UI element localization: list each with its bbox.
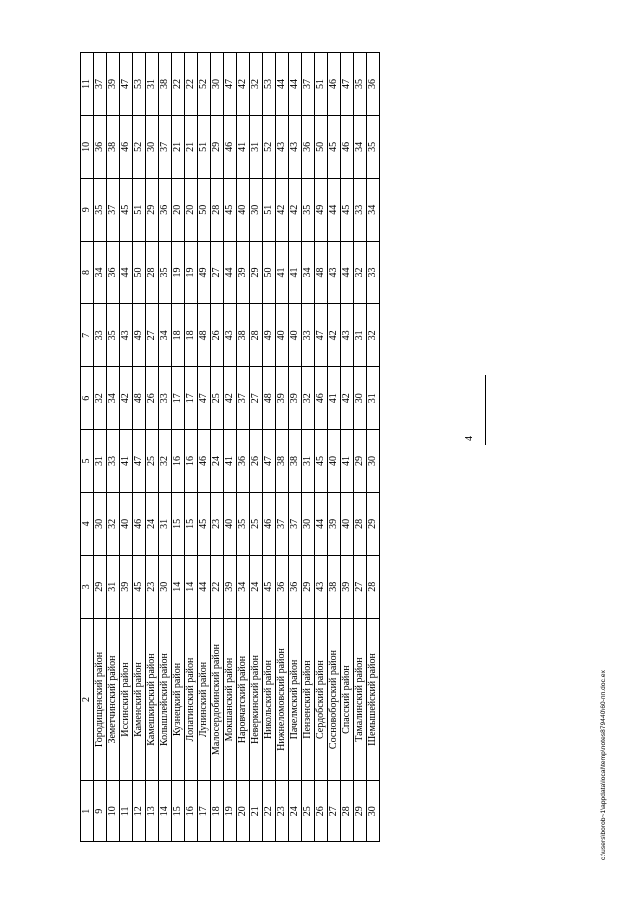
footnote-divider <box>485 375 486 445</box>
row-number-cell: 22 <box>263 781 276 842</box>
value-cell: 27 <box>354 555 367 618</box>
row-number-cell: 16 <box>185 781 198 842</box>
value-cell: 40 <box>237 178 250 241</box>
value-cell: 42 <box>289 178 302 241</box>
value-cell: 24 <box>250 555 263 618</box>
value-cell: 41 <box>224 430 237 493</box>
value-cell: 52 <box>133 115 146 178</box>
value-cell: 27 <box>146 304 159 367</box>
rotated-page-content <box>80 60 620 860</box>
value-cell: 26 <box>146 367 159 430</box>
value-cell: 34 <box>367 178 380 241</box>
value-cell: 39 <box>224 555 237 618</box>
value-cell: 53 <box>133 53 146 116</box>
value-cell: 44 <box>289 53 302 116</box>
row-number-cell: 20 <box>237 781 250 842</box>
value-cell: 46 <box>263 492 276 555</box>
value-cell: 25 <box>146 430 159 493</box>
table-row <box>341 53 354 842</box>
value-cell: 17 <box>172 367 185 430</box>
value-cell: 42 <box>224 367 237 430</box>
value-cell: 33 <box>107 430 120 493</box>
value-cell: 7 <box>81 304 94 367</box>
value-cell: 39 <box>328 492 341 555</box>
row-number-cell: 1 <box>81 781 94 842</box>
value-cell: 42 <box>341 367 354 430</box>
row-number-cell: 15 <box>172 781 185 842</box>
value-cell: 34 <box>94 241 107 304</box>
value-cell: 28 <box>146 241 159 304</box>
value-cell: 20 <box>172 178 185 241</box>
value-cell: 53 <box>263 53 276 116</box>
value-cell: 38 <box>289 430 302 493</box>
value-cell: 44 <box>198 555 211 618</box>
row-number-cell: 11 <box>120 781 133 842</box>
value-cell: 37 <box>159 115 172 178</box>
value-cell: 36 <box>302 115 315 178</box>
value-cell: 31 <box>107 555 120 618</box>
value-cell: 34 <box>107 367 120 430</box>
value-cell: 34 <box>354 115 367 178</box>
value-cell: 45 <box>198 492 211 555</box>
value-cell: 18 <box>172 304 185 367</box>
value-cell: 25 <box>250 492 263 555</box>
row-number-cell: 23 <box>276 781 289 842</box>
value-cell: 37 <box>237 367 250 430</box>
row-number-cell: 29 <box>354 781 367 842</box>
value-cell: 29 <box>302 555 315 618</box>
value-cell: 32 <box>107 492 120 555</box>
value-cell: 38 <box>276 430 289 493</box>
value-cell: 24 <box>146 492 159 555</box>
district-name-cell: Никольский район <box>263 618 276 781</box>
value-cell: 37 <box>302 53 315 116</box>
value-cell: 50 <box>198 178 211 241</box>
district-name-cell: Лопатинский район <box>185 618 198 781</box>
value-cell: 47 <box>198 367 211 430</box>
value-cell: 29 <box>354 430 367 493</box>
value-cell: 30 <box>367 430 380 493</box>
value-cell: 44 <box>120 241 133 304</box>
district-name-cell: Иссинский район <box>120 618 133 781</box>
table-row <box>367 53 380 842</box>
page-number: 4 <box>464 436 475 441</box>
value-cell: 29 <box>367 492 380 555</box>
value-cell: 24 <box>211 430 224 493</box>
row-number-cell: 14 <box>159 781 172 842</box>
table-row <box>328 53 341 842</box>
value-cell: 39 <box>276 367 289 430</box>
table-header-row <box>81 53 94 842</box>
value-cell: 46 <box>224 115 237 178</box>
value-cell: 26 <box>250 430 263 493</box>
district-name-cell: Спасский район <box>341 618 354 781</box>
value-cell: 21 <box>185 115 198 178</box>
value-cell: 51 <box>133 178 146 241</box>
table-row <box>159 53 172 842</box>
district-name-cell: Сосновоборский район <box>328 618 341 781</box>
value-cell: 47 <box>133 430 146 493</box>
file-path-footer: c:\users\borob~1\appdata\local\temp\notes879440\60-пп.doc.ex <box>600 670 607 860</box>
value-cell: 46 <box>341 115 354 178</box>
district-name-cell: Шемышейский район <box>367 618 380 781</box>
value-cell: 44 <box>341 241 354 304</box>
value-cell: 39 <box>289 367 302 430</box>
value-cell: 51 <box>263 178 276 241</box>
value-cell: 43 <box>276 115 289 178</box>
value-cell: 34 <box>159 304 172 367</box>
value-cell: 50 <box>133 241 146 304</box>
value-cell: 35 <box>159 241 172 304</box>
row-number-cell: 18 <box>211 781 224 842</box>
value-cell: 3 <box>81 555 94 618</box>
value-cell: 39 <box>120 555 133 618</box>
district-name-cell: Наровчатский район <box>237 618 250 781</box>
value-cell: 16 <box>185 430 198 493</box>
district-name-cell: Камешкирский район <box>146 618 159 781</box>
table-row <box>302 53 315 842</box>
value-cell: 41 <box>328 367 341 430</box>
value-cell: 37 <box>289 492 302 555</box>
value-cell: 29 <box>250 241 263 304</box>
value-cell: 36 <box>367 53 380 116</box>
district-name-cell: Пензенский район <box>302 618 315 781</box>
table-body <box>81 53 380 842</box>
table-row <box>94 53 107 842</box>
value-cell: 25 <box>211 367 224 430</box>
value-cell: 33 <box>159 367 172 430</box>
row-number-cell: 21 <box>250 781 263 842</box>
value-cell: 45 <box>263 555 276 618</box>
value-cell: 41 <box>341 430 354 493</box>
value-cell: 50 <box>263 241 276 304</box>
value-cell: 33 <box>94 304 107 367</box>
value-cell: 20 <box>185 178 198 241</box>
value-cell: 32 <box>354 241 367 304</box>
value-cell: 44 <box>276 53 289 116</box>
value-cell: 16 <box>172 430 185 493</box>
table-row <box>172 53 185 842</box>
value-cell: 41 <box>120 430 133 493</box>
table-row <box>237 53 250 842</box>
value-cell: 46 <box>133 492 146 555</box>
value-cell: 46 <box>315 367 328 430</box>
value-cell: 49 <box>198 241 211 304</box>
value-cell: 48 <box>133 367 146 430</box>
value-cell: 30 <box>94 492 107 555</box>
value-cell: 28 <box>354 492 367 555</box>
value-cell: 36 <box>94 115 107 178</box>
value-cell: 28 <box>367 555 380 618</box>
value-cell: 34 <box>302 241 315 304</box>
value-cell: 31 <box>367 367 380 430</box>
value-cell: 43 <box>120 304 133 367</box>
table-row <box>211 53 224 842</box>
value-cell: 32 <box>94 367 107 430</box>
value-cell: 31 <box>159 492 172 555</box>
value-cell: 30 <box>146 115 159 178</box>
value-cell: 44 <box>315 492 328 555</box>
row-number-cell: 12 <box>133 781 146 842</box>
value-cell: 11 <box>81 53 94 116</box>
value-cell: 49 <box>315 178 328 241</box>
value-cell: 44 <box>328 178 341 241</box>
row-number-cell: 9 <box>94 781 107 842</box>
value-cell: 40 <box>224 492 237 555</box>
value-cell: 40 <box>341 492 354 555</box>
value-cell: 37 <box>94 53 107 116</box>
value-cell: 46 <box>328 53 341 116</box>
value-cell: 38 <box>328 555 341 618</box>
value-cell: 40 <box>289 304 302 367</box>
value-cell: 31 <box>146 53 159 116</box>
value-cell: 51 <box>315 53 328 116</box>
value-cell: 37 <box>107 178 120 241</box>
value-cell: 14 <box>185 555 198 618</box>
value-cell: 19 <box>172 241 185 304</box>
value-cell: 18 <box>185 304 198 367</box>
value-cell: 35 <box>107 304 120 367</box>
value-cell: 40 <box>276 304 289 367</box>
table-row <box>120 53 133 842</box>
value-cell: 43 <box>224 304 237 367</box>
value-cell: 52 <box>198 53 211 116</box>
value-cell: 32 <box>250 53 263 116</box>
value-cell: 36 <box>289 555 302 618</box>
value-cell: 23 <box>211 492 224 555</box>
value-cell: 17 <box>185 367 198 430</box>
value-cell: 15 <box>185 492 198 555</box>
district-name-cell: Сердобский район <box>315 618 328 781</box>
district-name-cell: Лунинский район <box>198 618 211 781</box>
value-cell: 23 <box>146 555 159 618</box>
table-row <box>133 53 146 842</box>
row-number-cell: 28 <box>341 781 354 842</box>
value-cell: 47 <box>224 53 237 116</box>
value-cell: 49 <box>263 304 276 367</box>
value-cell: 38 <box>107 115 120 178</box>
district-name-cell: Нижнеломовский район <box>276 618 289 781</box>
value-cell: 28 <box>250 304 263 367</box>
row-number-cell: 27 <box>328 781 341 842</box>
district-name-cell: Колышлейский район <box>159 618 172 781</box>
district-name-cell: Пачелмский район <box>289 618 302 781</box>
value-cell: 48 <box>263 367 276 430</box>
table-row <box>198 53 211 842</box>
row-number-cell: 10 <box>107 781 120 842</box>
value-cell: 30 <box>354 367 367 430</box>
value-cell: 35 <box>302 178 315 241</box>
value-cell: 36 <box>159 178 172 241</box>
value-cell: 45 <box>328 115 341 178</box>
row-number-cell: 25 <box>302 781 315 842</box>
value-cell: 26 <box>211 304 224 367</box>
district-data-table <box>80 52 380 842</box>
value-cell: 30 <box>250 178 263 241</box>
value-cell: 43 <box>341 304 354 367</box>
value-cell: 42 <box>276 178 289 241</box>
value-cell: 47 <box>263 430 276 493</box>
value-cell: 15 <box>172 492 185 555</box>
row-number-cell: 19 <box>224 781 237 842</box>
value-cell: 40 <box>120 492 133 555</box>
value-cell: 39 <box>237 241 250 304</box>
value-cell: 43 <box>289 115 302 178</box>
value-cell: 46 <box>120 115 133 178</box>
value-cell: 29 <box>146 178 159 241</box>
value-cell: 44 <box>224 241 237 304</box>
row-number-cell: 17 <box>198 781 211 842</box>
value-cell: 43 <box>328 241 341 304</box>
row-number-cell: 26 <box>315 781 328 842</box>
value-cell: 14 <box>172 555 185 618</box>
table-row <box>250 53 263 842</box>
value-cell: 40 <box>328 430 341 493</box>
district-name-cell: Неверкинский район <box>250 618 263 781</box>
value-cell: 45 <box>120 178 133 241</box>
row-number-cell: 24 <box>289 781 302 842</box>
value-cell: 36 <box>237 430 250 493</box>
value-cell: 45 <box>341 178 354 241</box>
value-cell: 42 <box>237 53 250 116</box>
value-cell: 22 <box>172 53 185 116</box>
district-name-cell: Каменский район <box>133 618 146 781</box>
value-cell: 9 <box>81 178 94 241</box>
value-cell: 47 <box>315 304 328 367</box>
value-cell: 29 <box>211 115 224 178</box>
value-cell: 22 <box>185 53 198 116</box>
value-cell: 30 <box>302 492 315 555</box>
value-cell: 29 <box>94 555 107 618</box>
value-cell: 32 <box>302 367 315 430</box>
table-row <box>315 53 328 842</box>
value-cell: 42 <box>328 304 341 367</box>
table-row <box>107 53 120 842</box>
value-cell: 36 <box>107 241 120 304</box>
value-cell: 46 <box>198 430 211 493</box>
value-cell: 4 <box>81 492 94 555</box>
value-cell: 48 <box>198 304 211 367</box>
district-name-cell: Тамалинский район <box>354 618 367 781</box>
table-row <box>354 53 367 842</box>
district-name-cell: Городищенский район <box>94 618 107 781</box>
value-cell: 34 <box>237 555 250 618</box>
value-cell: 30 <box>159 555 172 618</box>
row-number-cell: 30 <box>367 781 380 842</box>
table-row <box>185 53 198 842</box>
value-cell: 35 <box>354 53 367 116</box>
value-cell: 45 <box>315 430 328 493</box>
value-cell: 33 <box>302 304 315 367</box>
value-cell: 39 <box>107 53 120 116</box>
table-row <box>224 53 237 842</box>
table-row <box>263 53 276 842</box>
value-cell: 48 <box>315 241 328 304</box>
value-cell: 47 <box>341 53 354 116</box>
value-cell: 30 <box>211 53 224 116</box>
table-row <box>146 53 159 842</box>
value-cell: 32 <box>159 430 172 493</box>
district-name-cell: Мокшанский район <box>224 618 237 781</box>
value-cell: 35 <box>94 178 107 241</box>
value-cell: 33 <box>354 178 367 241</box>
value-cell: 22 <box>211 555 224 618</box>
value-cell: 49 <box>133 304 146 367</box>
value-cell: 51 <box>198 115 211 178</box>
value-cell: 33 <box>367 241 380 304</box>
value-cell: 31 <box>354 304 367 367</box>
value-cell: 31 <box>250 115 263 178</box>
value-cell: 5 <box>81 430 94 493</box>
value-cell: 27 <box>211 241 224 304</box>
value-cell: 43 <box>315 555 328 618</box>
value-cell: 38 <box>159 53 172 116</box>
value-cell: 8 <box>81 241 94 304</box>
value-cell: 21 <box>172 115 185 178</box>
value-cell: 36 <box>276 555 289 618</box>
value-cell: 10 <box>81 115 94 178</box>
value-cell: 32 <box>367 304 380 367</box>
district-name-cell: Кузнецкий район <box>172 618 185 781</box>
value-cell: 41 <box>237 115 250 178</box>
value-cell: 19 <box>185 241 198 304</box>
value-cell: 45 <box>133 555 146 618</box>
value-cell: 41 <box>289 241 302 304</box>
value-cell: 27 <box>250 367 263 430</box>
row-number-cell: 13 <box>146 781 159 842</box>
value-cell: 35 <box>367 115 380 178</box>
value-cell: 50 <box>315 115 328 178</box>
value-cell: 37 <box>276 492 289 555</box>
value-cell: 42 <box>120 367 133 430</box>
district-name-cell: Земетчинский район <box>107 618 120 781</box>
value-cell: 31 <box>302 430 315 493</box>
value-cell: 6 <box>81 367 94 430</box>
value-cell: 31 <box>94 430 107 493</box>
table-row <box>276 53 289 842</box>
district-name-cell: 2 <box>81 618 94 781</box>
value-cell: 38 <box>237 304 250 367</box>
table-row <box>289 53 302 842</box>
value-cell: 47 <box>120 53 133 116</box>
district-name-cell: Малосердобинский район <box>211 618 224 781</box>
value-cell: 52 <box>263 115 276 178</box>
value-cell: 39 <box>341 555 354 618</box>
value-cell: 28 <box>211 178 224 241</box>
value-cell: 41 <box>276 241 289 304</box>
value-cell: 45 <box>224 178 237 241</box>
value-cell: 35 <box>237 492 250 555</box>
